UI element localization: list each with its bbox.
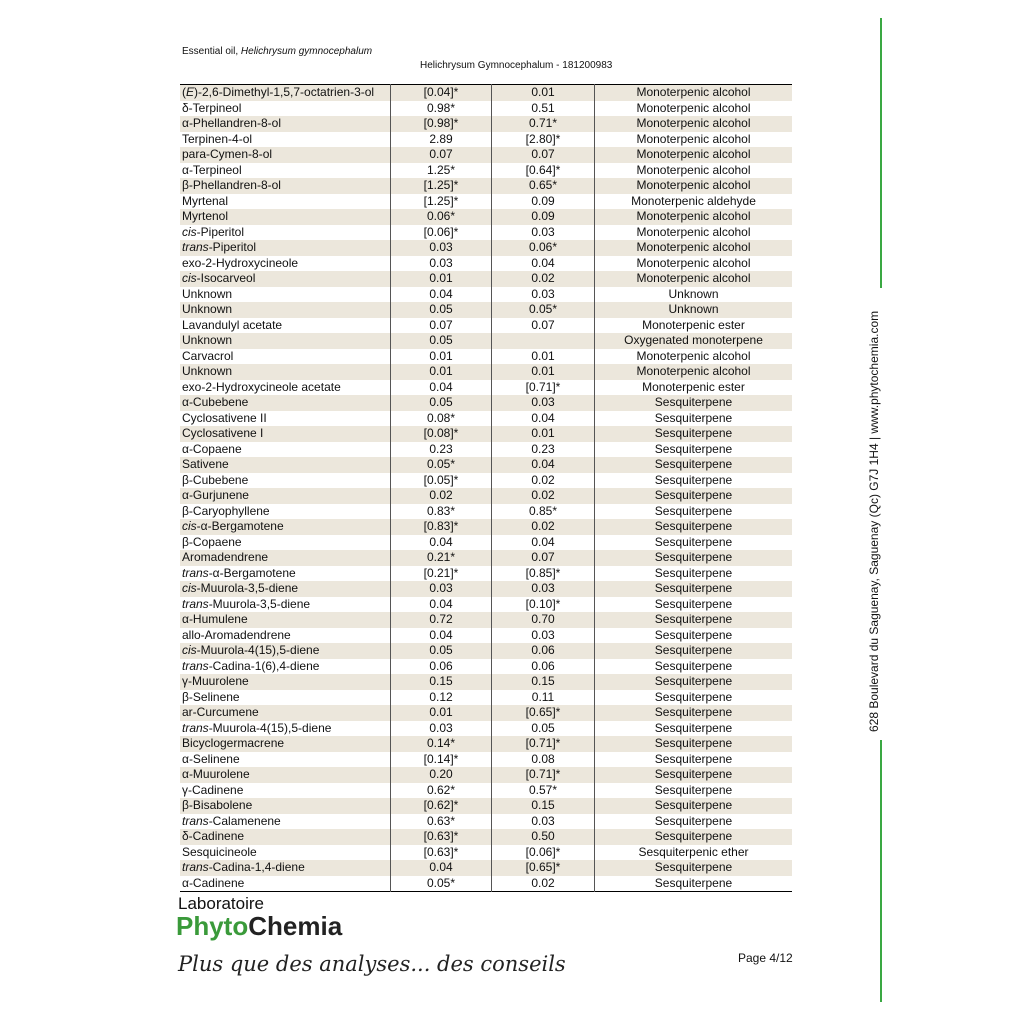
value-column-2: 0.01 xyxy=(492,349,595,365)
compound-class: Sesquiterpene xyxy=(595,473,793,489)
table-row xyxy=(180,116,792,132)
compound-name: β-Cubebene xyxy=(180,473,391,489)
composition-table xyxy=(180,84,792,892)
compound-class: Sesquiterpene xyxy=(595,597,793,613)
compound-name: (E)-2,6-Dimethyl-1,5,7-octatrien-3-ol xyxy=(180,85,391,101)
value-column-1: [0.98]* xyxy=(391,116,492,132)
compound-class: Monoterpenic alcohol xyxy=(595,178,793,194)
compound-name: β-Copaene xyxy=(180,535,391,551)
logo-laboratoire: Laboratoire xyxy=(178,894,265,913)
compound-class: Monoterpenic alcohol xyxy=(595,225,793,241)
compound-class: Sesquiterpenic ether xyxy=(595,845,793,861)
compound-name: cis-α-Bergamotene xyxy=(180,519,391,535)
table-row xyxy=(180,147,792,163)
value-column-1: [0.83]* xyxy=(391,519,492,535)
value-column-2: [0.65]* xyxy=(492,860,595,876)
value-column-1: 0.62* xyxy=(391,783,492,799)
value-column-1: 0.98* xyxy=(391,101,492,117)
table-row xyxy=(180,829,792,845)
table-row xyxy=(180,674,792,690)
table-row xyxy=(180,364,792,380)
value-column-2: 0.03 xyxy=(492,581,595,597)
compound-class: Monoterpenic ester xyxy=(595,318,793,334)
compound-name: Unknown xyxy=(180,364,391,380)
compound-class: Sesquiterpene xyxy=(595,566,793,582)
value-column-1: 0.12 xyxy=(391,690,492,706)
compound-class: Monoterpenic alcohol xyxy=(595,349,793,365)
table-row xyxy=(180,566,792,582)
compound-class: Unknown xyxy=(595,302,793,318)
table-row xyxy=(180,876,792,892)
value-column-2: [0.06]* xyxy=(492,845,595,861)
value-column-1: 0.01 xyxy=(391,364,492,380)
value-column-2: 0.01 xyxy=(492,364,595,380)
compound-name: Terpinen-4-ol xyxy=(180,132,391,148)
compound-class: Sesquiterpene xyxy=(595,612,793,628)
value-column-2: 0.71* xyxy=(492,116,595,132)
compound-name: β-Phellandren-8-ol xyxy=(180,178,391,194)
compound-class: Sesquiterpene xyxy=(595,488,793,504)
value-column-1: 0.04 xyxy=(391,860,492,876)
value-column-1: 0.02 xyxy=(391,488,492,504)
compound-name: Lavandulyl acetate xyxy=(180,318,391,334)
value-column-2: 0.03 xyxy=(492,814,595,830)
value-column-1: [0.05]* xyxy=(391,473,492,489)
compound-name: δ-Terpineol xyxy=(180,101,391,117)
title-prefix: Essential oil, xyxy=(182,46,241,57)
compound-name: Unknown xyxy=(180,333,391,349)
compound-name: α-Humulene xyxy=(180,612,391,628)
value-column-1: 0.06 xyxy=(391,659,492,675)
value-column-1: [0.21]* xyxy=(391,566,492,582)
value-column-2: 0.09 xyxy=(492,194,595,210)
compound-class: Sesquiterpene xyxy=(595,457,793,473)
value-column-1: 0.20 xyxy=(391,767,492,783)
value-column-1: 0.23 xyxy=(391,442,492,458)
compound-name: α-Cadinene xyxy=(180,876,391,892)
value-column-2: 0.07 xyxy=(492,147,595,163)
compound-name: α-Phellandren-8-ol xyxy=(180,116,391,132)
compound-name: cis-Muurola-3,5-diene xyxy=(180,581,391,597)
table-row xyxy=(180,333,792,349)
value-column-1: 0.63* xyxy=(391,814,492,830)
value-column-1: 0.03 xyxy=(391,721,492,737)
compound-name: cis-Piperitol xyxy=(180,225,391,241)
compound-name: para-Cymen-8-ol xyxy=(180,147,391,163)
compound-name: trans-Piperitol xyxy=(180,240,391,256)
compound-class: Sesquiterpene xyxy=(595,752,793,768)
value-column-1: 0.21* xyxy=(391,550,492,566)
value-column-1: 0.03 xyxy=(391,240,492,256)
compound-name: Cyclosativene II xyxy=(180,411,391,427)
table-row xyxy=(180,659,792,675)
compound-class: Sesquiterpene xyxy=(595,550,793,566)
table-row xyxy=(180,318,792,334)
table-row xyxy=(180,783,792,799)
compound-class: Unknown xyxy=(595,287,793,303)
table-row xyxy=(180,690,792,706)
compound-class: Sesquiterpene xyxy=(595,783,793,799)
table-row xyxy=(180,721,792,737)
value-column-1: 0.72 xyxy=(391,612,492,628)
title-species: Helichrysum gymnocephalum xyxy=(240,46,373,57)
table-row xyxy=(180,349,792,365)
value-column-1: 0.01 xyxy=(391,349,492,365)
sidebar-rule-bottom xyxy=(880,740,882,1002)
table-row xyxy=(180,581,792,597)
table-row xyxy=(180,163,792,179)
value-column-1: 0.04 xyxy=(391,597,492,613)
compound-class: Monoterpenic aldehyde xyxy=(595,194,793,210)
compound-class: Sesquiterpene xyxy=(595,705,793,721)
table-row xyxy=(180,287,792,303)
table-row xyxy=(180,240,792,256)
table-row xyxy=(180,194,792,210)
compound-class: Monoterpenic alcohol xyxy=(595,132,793,148)
compound-name: α-Cubebene xyxy=(180,395,391,411)
compound-class: Sesquiterpene xyxy=(595,519,793,535)
table-row xyxy=(180,442,792,458)
compound-class: Monoterpenic alcohol xyxy=(595,364,793,380)
value-column-2: 0.03 xyxy=(492,287,595,303)
compound-name: trans-Cadina-1,4-diene xyxy=(180,860,391,876)
compound-name: trans-Muurola-3,5-diene xyxy=(180,597,391,613)
compound-name: α-Selinene xyxy=(180,752,391,768)
compound-class: Oxygenated monoterpene xyxy=(595,333,793,349)
compound-class: Monoterpenic alcohol xyxy=(595,147,793,163)
compound-class: Monoterpenic alcohol xyxy=(595,256,793,272)
value-column-2: 0.08 xyxy=(492,752,595,768)
table-row xyxy=(180,411,792,427)
table-row xyxy=(180,798,792,814)
value-column-1: 0.05 xyxy=(391,395,492,411)
value-column-2: [2.80]* xyxy=(492,132,595,148)
value-column-1: 1.25* xyxy=(391,163,492,179)
compound-class: Sesquiterpene xyxy=(595,581,793,597)
value-column-2: 0.06 xyxy=(492,659,595,675)
value-column-1: [0.62]* xyxy=(391,798,492,814)
compound-class: Sesquiterpene xyxy=(595,814,793,830)
table-row xyxy=(180,271,792,287)
table-row xyxy=(180,628,792,644)
value-column-2: 0.02 xyxy=(492,876,595,892)
compound-class: Sesquiterpene xyxy=(595,628,793,644)
compound-class: Monoterpenic alcohol xyxy=(595,240,793,256)
value-column-2: 0.07 xyxy=(492,318,595,334)
table-row xyxy=(180,845,792,861)
value-column-2: 0.57* xyxy=(492,783,595,799)
compound-name: cis-Muurola-4(15),5-diene xyxy=(180,643,391,659)
value-column-1: 0.07 xyxy=(391,147,492,163)
value-column-1: 0.14* xyxy=(391,736,492,752)
value-column-2: 0.15 xyxy=(492,798,595,814)
compound-name: δ-Cadinene xyxy=(180,829,391,845)
table-row xyxy=(180,519,792,535)
value-column-1: 0.83* xyxy=(391,504,492,520)
compound-class: Sesquiterpene xyxy=(595,767,793,783)
compound-name: γ-Cadinene xyxy=(180,783,391,799)
compound-name: Sativene xyxy=(180,457,391,473)
compound-class: Sesquiterpene xyxy=(595,798,793,814)
value-column-2: 0.85* xyxy=(492,504,595,520)
value-column-2: [0.85]* xyxy=(492,566,595,582)
compound-name: α-Gurjunene xyxy=(180,488,391,504)
value-column-2: 0.02 xyxy=(492,473,595,489)
compound-class: Sesquiterpene xyxy=(595,643,793,659)
value-column-2: 0.70 xyxy=(492,612,595,628)
compound-class: Sesquiterpene xyxy=(595,411,793,427)
value-column-2: 0.02 xyxy=(492,271,595,287)
table-row xyxy=(180,736,792,752)
value-column-1: [0.63]* xyxy=(391,845,492,861)
compound-name: α-Copaene xyxy=(180,442,391,458)
compound-class: Sesquiterpene xyxy=(595,426,793,442)
table-row xyxy=(180,225,792,241)
value-column-1: 0.05* xyxy=(391,876,492,892)
table-row xyxy=(180,550,792,566)
value-column-2: 0.04 xyxy=(492,457,595,473)
value-column-2: [0.65]* xyxy=(492,705,595,721)
compound-class: Sesquiterpene xyxy=(595,860,793,876)
compound-name: Bicyclogermacrene xyxy=(180,736,391,752)
value-column-2: 0.06* xyxy=(492,240,595,256)
value-column-2: 0.23 xyxy=(492,442,595,458)
sample-header: Helichrysum Gymnocephalum - 181200983 xyxy=(420,60,613,71)
compound-class: Sesquiterpene xyxy=(595,504,793,520)
compound-name: trans-Calamenene xyxy=(180,814,391,830)
compound-class: Monoterpenic alcohol xyxy=(595,85,793,101)
value-column-1: 2.89 xyxy=(391,132,492,148)
table-row xyxy=(180,178,792,194)
compound-class: Sesquiterpene xyxy=(595,535,793,551)
value-column-2: 0.05* xyxy=(492,302,595,318)
value-column-2: 0.02 xyxy=(492,519,595,535)
table-row xyxy=(180,752,792,768)
table-row xyxy=(180,612,792,628)
table-row xyxy=(180,705,792,721)
logo-phyto: Phyto xyxy=(176,911,249,941)
value-column-1: [1.25]* xyxy=(391,178,492,194)
value-column-1: 0.05 xyxy=(391,643,492,659)
compound-name: Cyclosativene I xyxy=(180,426,391,442)
compound-name: ar-Curcumene xyxy=(180,705,391,721)
value-column-2: 0.04 xyxy=(492,535,595,551)
value-column-1: 0.04 xyxy=(391,628,492,644)
table-row xyxy=(180,101,792,117)
compound-class: Sesquiterpene xyxy=(595,395,793,411)
value-column-2: 0.05 xyxy=(492,721,595,737)
value-column-1: 0.06* xyxy=(391,209,492,225)
page-number: Page 4/12 xyxy=(738,951,793,965)
value-column-2: [0.71]* xyxy=(492,380,595,396)
compound-class: Monoterpenic alcohol xyxy=(595,116,793,132)
value-column-2: 0.50 xyxy=(492,829,595,845)
value-column-2: 0.01 xyxy=(492,426,595,442)
table-row xyxy=(180,457,792,473)
compound-name: exo-2-Hydroxycineole xyxy=(180,256,391,272)
compound-class: Sesquiterpene xyxy=(595,721,793,737)
value-column-1: 0.15 xyxy=(391,674,492,690)
compound-name: Myrtenol xyxy=(180,209,391,225)
table-row xyxy=(180,302,792,318)
value-column-2: 0.06 xyxy=(492,643,595,659)
table-row xyxy=(180,504,792,520)
table-row xyxy=(180,860,792,876)
compound-name: β-Bisabolene xyxy=(180,798,391,814)
compound-name: Carvacrol xyxy=(180,349,391,365)
value-column-2: [0.10]* xyxy=(492,597,595,613)
compound-name: α-Terpineol xyxy=(180,163,391,179)
value-column-1: 0.04 xyxy=(391,380,492,396)
value-column-2: 0.15 xyxy=(492,674,595,690)
table-row xyxy=(180,380,792,396)
compound-class: Sesquiterpene xyxy=(595,876,793,892)
value-column-1: 0.03 xyxy=(391,581,492,597)
compound-class: Sesquiterpene xyxy=(595,736,793,752)
table-row xyxy=(180,209,792,225)
table-row xyxy=(180,814,792,830)
value-column-1: 0.01 xyxy=(391,705,492,721)
value-column-1: 0.07 xyxy=(391,318,492,334)
compound-class: Monoterpenic alcohol xyxy=(595,209,793,225)
value-column-1: 0.08* xyxy=(391,411,492,427)
compound-name: allo-Aromadendrene xyxy=(180,628,391,644)
value-column-1: [0.14]* xyxy=(391,752,492,768)
document-title xyxy=(182,46,372,57)
compound-name: β-Selinene xyxy=(180,690,391,706)
value-column-1: [1.25]* xyxy=(391,194,492,210)
compound-name: exo-2-Hydroxycineole acetate xyxy=(180,380,391,396)
phytochemia-logo xyxy=(176,911,342,942)
value-column-1: 0.01 xyxy=(391,271,492,287)
table-row xyxy=(180,85,792,101)
value-column-2: [0.71]* xyxy=(492,736,595,752)
value-column-2: 0.11 xyxy=(492,690,595,706)
table-row xyxy=(180,256,792,272)
value-column-2: 0.03 xyxy=(492,225,595,241)
compound-class: Monoterpenic ester xyxy=(595,380,793,396)
compound-class: Sesquiterpene xyxy=(595,690,793,706)
compound-class: Sesquiterpene xyxy=(595,674,793,690)
value-column-2: 0.09 xyxy=(492,209,595,225)
value-column-2: [0.64]* xyxy=(492,163,595,179)
composition-table-body xyxy=(180,85,792,892)
table-row xyxy=(180,473,792,489)
value-column-2: 0.02 xyxy=(492,488,595,504)
compound-name: Unknown xyxy=(180,302,391,318)
value-column-2 xyxy=(492,333,595,349)
value-column-2: 0.01 xyxy=(492,85,595,101)
compound-class: Sesquiterpene xyxy=(595,659,793,675)
value-column-2: 0.51 xyxy=(492,101,595,117)
compound-name: trans-Muurola-4(15),5-diene xyxy=(180,721,391,737)
value-column-2: 0.07 xyxy=(492,550,595,566)
table-row xyxy=(180,426,792,442)
compound-name: Aromadendrene xyxy=(180,550,391,566)
value-column-1: [0.08]* xyxy=(391,426,492,442)
table-row xyxy=(180,767,792,783)
logo-chemia: Chemia xyxy=(248,911,343,941)
compound-name: Sesquicineole xyxy=(180,845,391,861)
value-column-1: 0.05 xyxy=(391,302,492,318)
compound-name: trans-α-Bergamotene xyxy=(180,566,391,582)
value-column-1: 0.05* xyxy=(391,457,492,473)
compound-class: Monoterpenic alcohol xyxy=(595,271,793,287)
value-column-2: [0.71]* xyxy=(492,767,595,783)
value-column-1: 0.05 xyxy=(391,333,492,349)
table-row xyxy=(180,488,792,504)
value-column-1: 0.04 xyxy=(391,535,492,551)
compound-name: γ-Muurolene xyxy=(180,674,391,690)
compound-class: Monoterpenic alcohol xyxy=(595,101,793,117)
compound-class: Monoterpenic alcohol xyxy=(595,163,793,179)
table-row xyxy=(180,597,792,613)
value-column-1: 0.04 xyxy=(391,287,492,303)
value-column-2: 0.65* xyxy=(492,178,595,194)
value-column-1: [0.06]* xyxy=(391,225,492,241)
compound-class: Sesquiterpene xyxy=(595,442,793,458)
value-column-2: 0.04 xyxy=(492,411,595,427)
sidebar-address: 628 Boulevard du Saguenay, Saguenay (Qc) G7J 1H4 | www.phytochemia.com xyxy=(867,310,881,732)
value-column-1: 0.03 xyxy=(391,256,492,272)
table-row xyxy=(180,643,792,659)
tagline: Plus que des analyses... des conseils xyxy=(178,952,566,976)
table-row xyxy=(180,535,792,551)
compound-class: Sesquiterpene xyxy=(595,829,793,845)
value-column-2: 0.03 xyxy=(492,628,595,644)
compound-name: α-Muurolene xyxy=(180,767,391,783)
compound-name: β-Caryophyllene xyxy=(180,504,391,520)
value-column-2: 0.04 xyxy=(492,256,595,272)
value-column-1: [0.63]* xyxy=(391,829,492,845)
compound-name: cis-Isocarveol xyxy=(180,271,391,287)
table-row xyxy=(180,395,792,411)
value-column-2: 0.03 xyxy=(492,395,595,411)
value-column-1: [0.04]* xyxy=(391,85,492,101)
compound-name: Unknown xyxy=(180,287,391,303)
compound-name: trans-Cadina-1(6),4-diene xyxy=(180,659,391,675)
table-row xyxy=(180,132,792,148)
compound-name: Myrtenal xyxy=(180,194,391,210)
sidebar-rule-top xyxy=(880,18,882,288)
